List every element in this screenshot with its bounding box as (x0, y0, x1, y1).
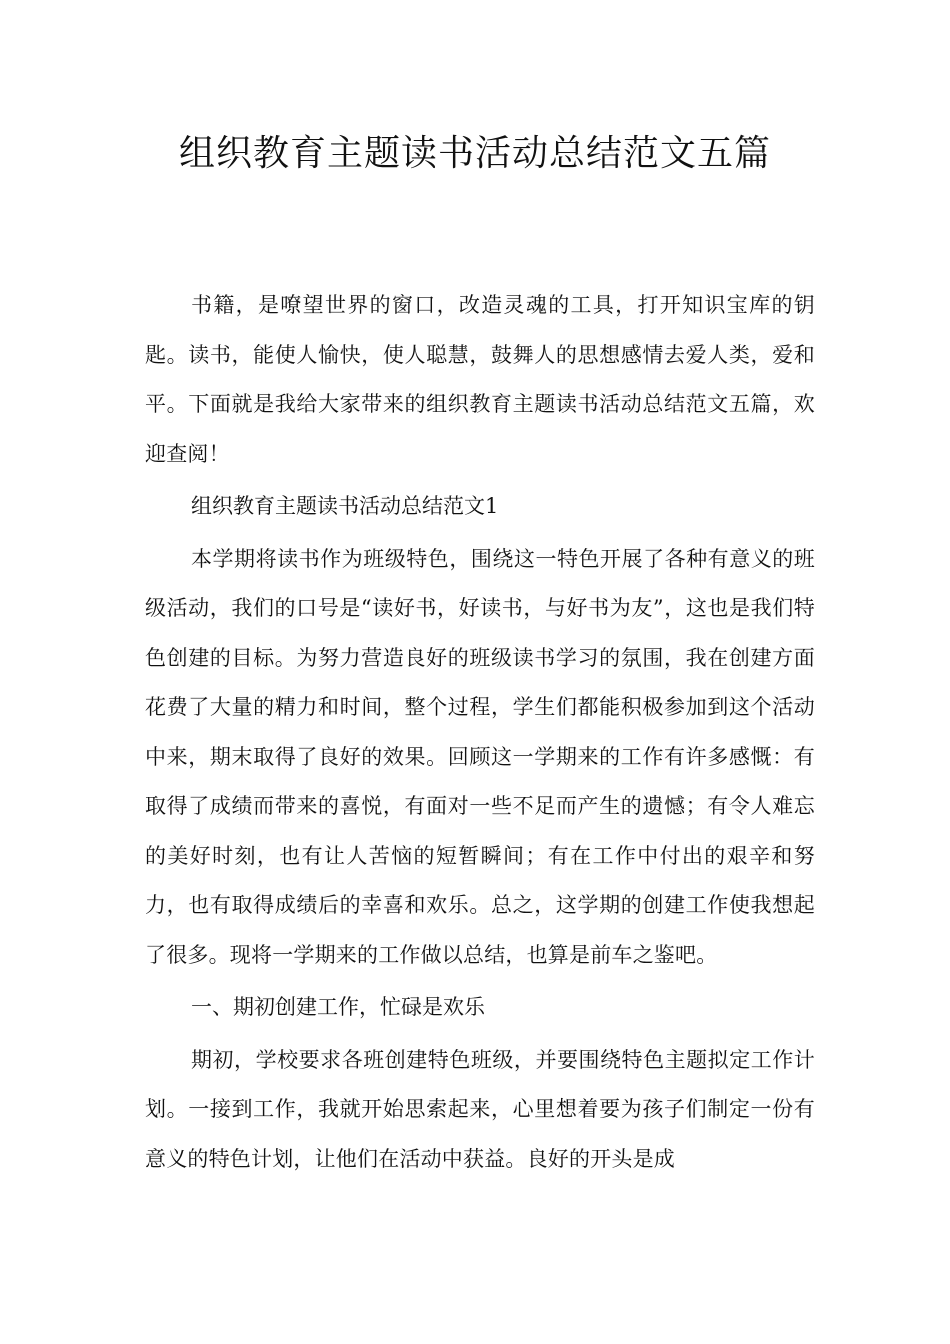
subsection-1-paragraph: 期初，学校要求各班创建特色班级，并要围绕特色主题拟定工作计划。一接到工作，我就开始思索起来，心里想着要为孩子们制定一份有意义的特色计划，让他们在活动中获益。良好的开头是成 (145, 1047, 815, 1171)
essay-1-paragraph: 本学期将读书作为班级特色，围绕这一特色开展了各种有意义的班级活动，我们的口号是“读好书，好读书，与好书为友”，这也是我们特色创建的目标。为努力营造良好的班级读书学习的氛围，我在创建方面花费了大量的精力和时间，整个过程，学生们都能积极参加到这个活动中来，期末取得了良好的效果。回顾这一学期来的工作有许多感慨：有取得了成绩而带来的喜悦，有面对一些不足而产生的遗憾；有令人难忘的美好时刻，也有让人苦恼的短暂瞬间；有在工作中付出的艰辛和努力，也有取得成绩后的幸喜和欢乐。总之，这学期的创建工作使我想起了很多。现将一学期来的工作做以总结，也算是前车之鉴吧。 (145, 546, 815, 967)
section-heading-essay-1: 组织教育主题读书活动总结范文1 (191, 494, 499, 518)
subsection-heading-1: 一、期初创建工作，忙碌是欢乐 (191, 995, 485, 1019)
intro-paragraph: 书籍，是嘹望世界的窗口，改造灵魂的工具，打开知识宝库的钥匙。读书，能使人愉快，使人聪慧，鼓舞人的思想感情去爱人类，爱和平。下面就是我给大家带来的组织教育主题读书活动总结范文五篇，欢迎查阅！ (145, 293, 815, 466)
document-body (145, 281, 815, 1187)
document-title: 组织教育主题读书活动总结范文五篇 (178, 133, 771, 174)
